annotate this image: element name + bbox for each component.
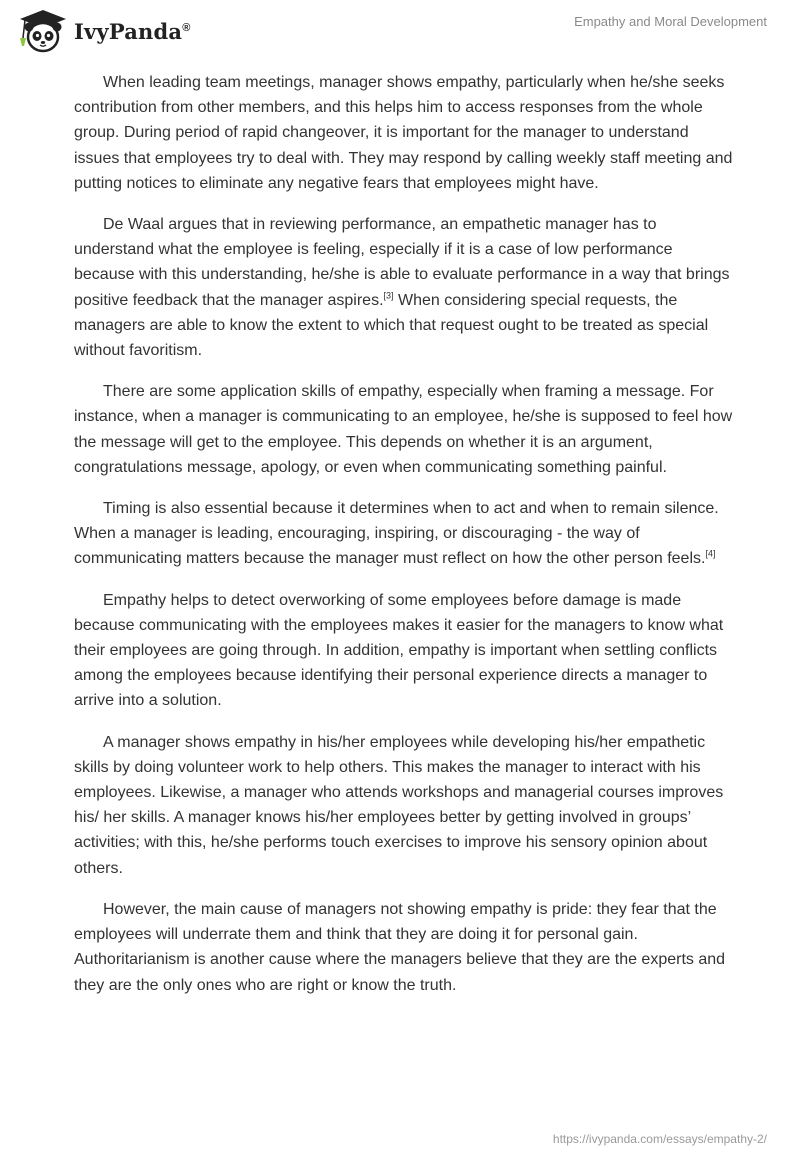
panda-graduate-icon xyxy=(14,8,72,54)
registered-mark: ® xyxy=(182,21,191,34)
page-header xyxy=(0,0,800,60)
ivypanda-logo[interactable] xyxy=(14,8,191,54)
paragraph: When leading team meetings, manager shows empathy, particularly when he/she seeks contribution from other members, and this helps him to access responses from the whole group. During period of rapid changeover, it is important for the manager to understand issues that employees try to deal with. They may respond by calling weekly staff meeting and putting notices to eliminate any negative fears that employees might have. xyxy=(74,74,733,192)
paragraph-text: Timing is also essential because it determines when to act and when to remain silence. When a manager is leading, encouraging, inspiring, or discouraging - the way of communicating matters because the manager must reflect on how the other person feels. xyxy=(74,500,719,568)
paragraph-text: When considering special requests, the managers are able to know the extent to which that request ought to be treated as special without favoritism. xyxy=(74,291,709,360)
footnote-ref-4[interactable]: [4] xyxy=(705,549,716,560)
paragraph xyxy=(74,212,734,363)
document-title: Empathy and Moral Development xyxy=(574,14,767,29)
source-url[interactable]: https://ivypanda.com/essays/empathy-2/ xyxy=(552,1132,767,1146)
paragraph-text: De Waal argues that in reviewing performance, an empathetic manager has to understand what the employee is feeling, especially if it is a case of low performance because with this understanding, he/she is able to evaluate performance in a way that brings positive feedback that the manager aspires. xyxy=(74,216,730,309)
essay-body xyxy=(74,70,734,1014)
paragraph xyxy=(74,496,734,572)
paragraph: Empathy helps to detect overworking of some employees before damage is made because communicating with the employees makes it easier for the managers to know what their employees are going through. In addition, empathy is important when settling conflicts among the employees because identifying their personal experience directs a manager to arrive into a solution. xyxy=(74,591,724,710)
paragraph: However, the main cause of managers not showing empathy is pride: they fear that the employees will underrate them and think that they are doing it for personal gain. Authoritarianism is another cause where the managers believe that they are the experts and they are the only ones who are right or know the truth. xyxy=(74,900,726,994)
logo-wordmark: IvyPanda® xyxy=(74,18,191,44)
footnote-ref-3[interactable]: [3] xyxy=(383,290,394,301)
paragraph: A manager shows empathy in his/her employees while developing his/her empathetic skills by doing volunteer work to help others. This makes the manager to interact with his employees. Likewise, a manager who attends workshops and managerial courses improves his/ her skills. A manager knows his/her employees better by getting involved in groups’ activities; with this, he/she performs touch exercises to improve his sensory opinion about others. xyxy=(74,733,724,877)
paragraph: There are some application skills of empathy, especially when framing a message. For instance, when a manager is communicating to an employee, he/she is supposed to feel how the message will get to the employee. This depends on whether it is an argument, congratulations message, apology, or even when communicating something painful. xyxy=(74,383,733,476)
